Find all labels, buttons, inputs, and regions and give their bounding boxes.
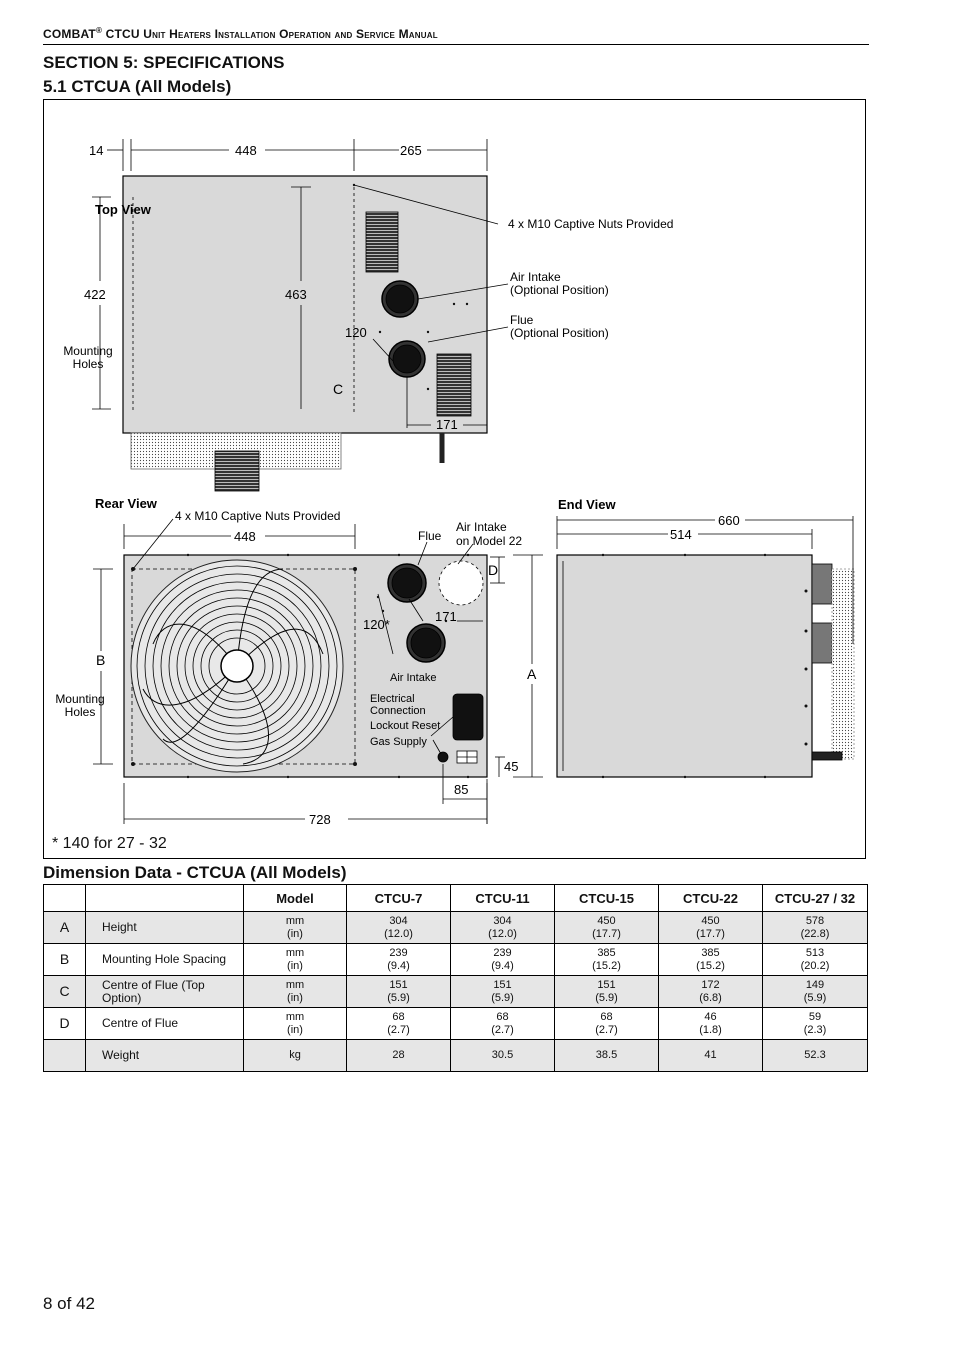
- cell: 30.5: [451, 1040, 555, 1072]
- electrical-label: Electrical: [370, 693, 415, 705]
- row-desc: Centre of Flue (Top Option): [86, 976, 244, 1008]
- rear-air-intake-label: Air Intake: [390, 672, 437, 684]
- dim-c: C: [333, 381, 344, 397]
- cell: 52.3: [763, 1040, 868, 1072]
- row-letter: C: [44, 976, 86, 1008]
- cell: 172 (6.8): [659, 976, 763, 1008]
- top-mounting-label: Mounting: [63, 344, 113, 358]
- rear-view: [93, 519, 543, 824]
- header-reg-mark: ®: [95, 26, 103, 35]
- dim-660: 660: [718, 513, 740, 528]
- top-mounting-sub: Holes: [72, 357, 104, 371]
- cell: 28: [347, 1040, 451, 1072]
- fan-guard: [131, 560, 343, 772]
- dim-85: 85: [454, 782, 469, 797]
- end-view-body: [557, 555, 812, 777]
- dim-171-top: 171: [436, 417, 458, 432]
- table-row: [44, 1008, 868, 1040]
- top-view-vent: [366, 212, 398, 272]
- dim-171-rear: 171: [435, 609, 457, 624]
- rear-mounting-label: Mounting: [55, 692, 105, 706]
- top-view-vent: [437, 354, 471, 416]
- row-unit: mm (in): [244, 1008, 347, 1040]
- cell: 239 (9.4): [451, 944, 555, 976]
- row-letter: B: [44, 944, 86, 976]
- rear-flue-label: Flue: [418, 529, 442, 543]
- top-view-title: Top View: [95, 202, 151, 217]
- rear-captive-nuts-label: 4 x M10 Captive Nuts Provided: [175, 509, 341, 523]
- row-unit: mm (in): [244, 912, 347, 944]
- cell: 450 (17.7): [659, 912, 763, 944]
- end-flue-stub: [812, 564, 832, 604]
- dim-422: 422: [84, 287, 106, 302]
- dim-d: D: [488, 562, 499, 578]
- cell: 151 (5.9): [555, 976, 659, 1008]
- top-view-body: [123, 176, 487, 433]
- lockout-reset-button: [438, 752, 448, 762]
- cell: 41: [659, 1040, 763, 1072]
- table-row: [44, 944, 868, 976]
- dim-45: 45: [504, 759, 519, 774]
- row-letter: A: [44, 912, 86, 944]
- rear-air-intake-m22-label: Air Intake: [456, 520, 507, 534]
- cell: 38.5: [555, 1040, 659, 1072]
- rear-air-intake-m22: [439, 561, 483, 605]
- row-desc: Mounting Hole Spacing: [86, 944, 244, 976]
- table-row: [44, 1040, 868, 1072]
- cell: 239 (9.4): [347, 944, 451, 976]
- cell: 304 (12.0): [347, 912, 451, 944]
- electrical-sub: Connection: [370, 705, 426, 717]
- model-header-ctcu-15: CTCU-15: [555, 885, 659, 912]
- end-intake-stub: [812, 623, 832, 663]
- dim-265: 265: [400, 143, 422, 158]
- top-flue-label: Flue: [510, 313, 534, 327]
- cell: 385 (15.2): [659, 944, 763, 976]
- table-header-row: [44, 885, 868, 912]
- figure-footnote: * 140 for 27 - 32: [52, 835, 167, 852]
- rear-air-intake-m22-sub: on Model 22: [456, 534, 523, 548]
- cell: 151 (5.9): [347, 976, 451, 1008]
- specification-drawing: [43, 99, 866, 859]
- table-title: Dimension Data - CTCUA (All Models): [43, 863, 347, 882]
- header-rule: [43, 44, 869, 45]
- dim-120-top: 120: [345, 325, 367, 340]
- cell: 68 (2.7): [347, 1008, 451, 1040]
- cell: 46 (1.8): [659, 1008, 763, 1040]
- dim-120-rear: 120*: [363, 617, 390, 632]
- row-desc: Weight: [86, 1040, 244, 1072]
- model-header-ctcu-27-32: CTCU-27 / 32: [763, 885, 868, 912]
- running-header: [43, 26, 438, 41]
- top-air-intake-label: Air Intake: [510, 270, 561, 284]
- cell: 513 (20.2): [763, 944, 868, 976]
- row-letter: D: [44, 1008, 86, 1040]
- lockout-reset-label: Lockout Reset: [370, 720, 441, 732]
- end-view-title: End View: [558, 497, 616, 512]
- cell: 59 (2.3): [763, 1008, 868, 1040]
- row-desc: Centre of Flue: [86, 1008, 244, 1040]
- gas-supply-label: Gas Supply: [370, 736, 427, 748]
- top-air-intake-sub: (Optional Position): [510, 283, 609, 297]
- cell: 149 (5.9): [763, 976, 868, 1008]
- row-unit: mm (in): [244, 944, 347, 976]
- table-row: [44, 912, 868, 944]
- row-desc: Height: [86, 912, 244, 944]
- dim-728: 728: [309, 812, 331, 827]
- cell: 151 (5.9): [451, 976, 555, 1008]
- model-header-ctcu-7: CTCU-7: [347, 885, 451, 912]
- cell: 385 (15.2): [555, 944, 659, 976]
- dim-514: 514: [670, 527, 692, 542]
- top-view: [92, 139, 508, 491]
- dim-463: 463: [285, 287, 307, 302]
- top-flue-sub: (Optional Position): [510, 326, 609, 340]
- model-header: Model: [244, 885, 347, 912]
- cell: 68 (2.7): [555, 1008, 659, 1040]
- header-brand: COMBAT: [43, 27, 96, 41]
- cell: 578 (22.8): [763, 912, 868, 944]
- cell: 450 (17.7): [555, 912, 659, 944]
- row-unit: kg: [244, 1040, 347, 1072]
- page-number: 8 of 42: [43, 1294, 95, 1313]
- subsection-title: 5.1 CTCUA (All Models): [43, 77, 232, 96]
- section-title: SECTION 5: SPECIFICATIONS: [43, 53, 285, 72]
- row-letter: [44, 1040, 86, 1072]
- dim-448-top: 448: [235, 143, 257, 158]
- model-header-ctcu-22: CTCU-22: [659, 885, 763, 912]
- dim-14: 14: [89, 143, 104, 158]
- table-row: [44, 976, 868, 1008]
- dimension-data-table: [43, 884, 868, 1072]
- electrical-connection-box: [453, 694, 483, 740]
- end-view: [557, 516, 854, 777]
- rear-mounting-sub: Holes: [64, 705, 96, 719]
- rear-view-title: Rear View: [95, 496, 157, 511]
- dim-a: A: [527, 666, 537, 682]
- header-title: CTCU Unit Heaters Installation Operation and Service Manual: [105, 27, 438, 41]
- cell: 68 (2.7): [451, 1008, 555, 1040]
- dim-448-rear: 448: [234, 529, 256, 544]
- cell: 304 (12.0): [451, 912, 555, 944]
- dim-b: B: [96, 652, 106, 668]
- top-captive-nuts-label: 4 x M10 Captive Nuts Provided: [508, 217, 674, 231]
- row-unit: mm (in): [244, 976, 347, 1008]
- model-header-ctcu-11: CTCU-11: [451, 885, 555, 912]
